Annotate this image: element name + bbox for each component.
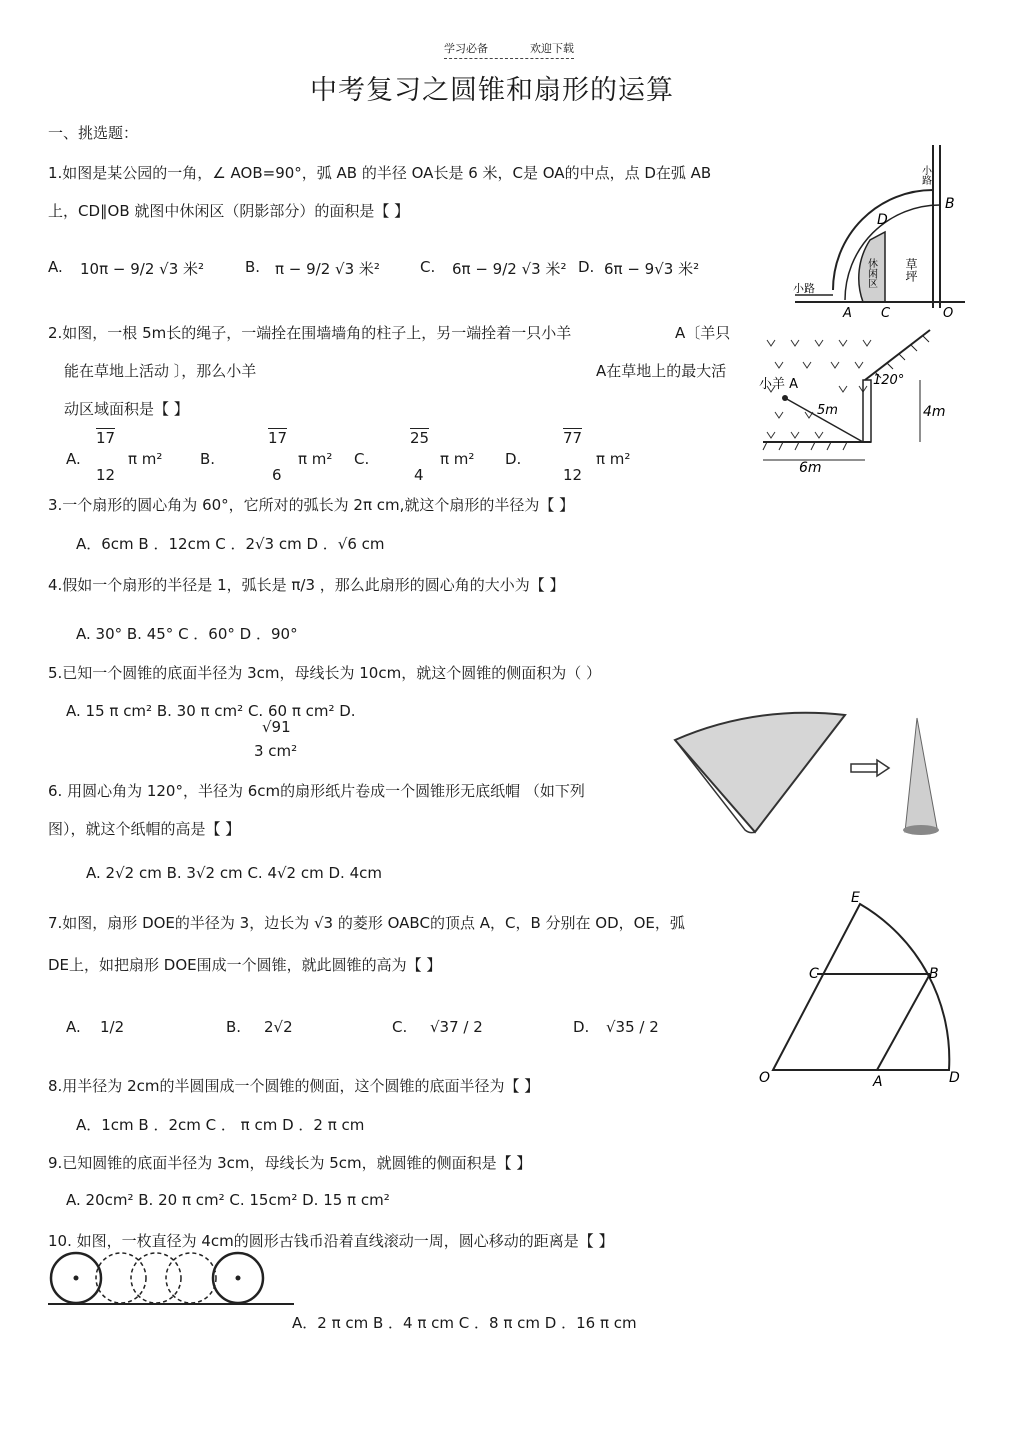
q2-fig-rope: 5m xyxy=(817,403,838,418)
q1-line1: 1.如图是某公园的一角，∠ AOB=90°，弧 AB 的半径 OA长是 6 米，C是 OA的中点，点 D在弧 AB xyxy=(48,164,712,182)
q1-fig-label-c: C xyxy=(881,306,891,320)
q4-text: 4.假如一个扇形的半径是 1，弧长是 π/3 ，那么此扇形的圆心角的大小为【 】 xyxy=(48,576,565,594)
q6-line1: 6. 用圆心角为 120°，半径为 6cm的扇形纸片卷成一个圆锥形无底纸帽 （如下列 xyxy=(48,782,585,800)
page-title: 中考复习之圆锥和扇形的运算 xyxy=(310,75,674,106)
q2-option-d-label: D. xyxy=(505,450,522,468)
q7-fig-label-e: E xyxy=(851,890,860,906)
q2-option-b-num: 17 xyxy=(268,429,288,447)
header-left: 学习必备 xyxy=(444,42,488,55)
q7-option-a: 1/2 xyxy=(100,1018,125,1036)
q9-text: 9.已知圆锥的底面半径为 3cm，母线长为 5cm，就圆锥的侧面积是【 】 xyxy=(48,1154,532,1172)
q7-fig-label-b: B xyxy=(929,966,939,982)
header-right: 欢迎下载 xyxy=(530,42,574,55)
q2-line2b: A在草地上的最大活 xyxy=(596,362,727,380)
q1-fig-grass: 草坪 xyxy=(904,258,918,282)
q5-option-d-unit: 3 cm² xyxy=(254,742,298,760)
q2-goat-figure xyxy=(755,320,955,478)
q5-options: A. 15 π cm² B. 30 π cm² C. 60 π cm² D. xyxy=(66,702,356,720)
q7-option-d-label: D. xyxy=(573,1018,590,1036)
q2-option-a-num: 17 xyxy=(96,429,116,447)
q7-line2: DE上，如把扇形 DOE围成一个圆锥，就此圆锥的高为【 】 xyxy=(48,956,442,974)
q7-option-c: √37 / 2 xyxy=(430,1018,483,1036)
q1-park-figure xyxy=(785,140,975,320)
header-divider xyxy=(444,58,574,59)
q7-fig-label-a: A xyxy=(873,1074,883,1090)
q3-text: 3.一个扇形的圆心角为 60°，它所对的弧长为 2π cm,就这个扇形的半径为【 】 xyxy=(48,496,575,514)
q2-fig-goat: 小羊 A xyxy=(759,377,799,392)
q7-line1: 7.如图，扇形 DOE的半径为 3，边长为 √3 的菱形 OABC的顶点 A，C，B 分别在 OD，OE，弧 xyxy=(48,914,685,932)
q1-option-a-label: A. xyxy=(48,258,63,276)
q1-fig-label-b: B xyxy=(945,196,955,212)
q2-option-c-unit: π m² xyxy=(440,450,475,468)
q2-option-b-unit: π m² xyxy=(298,450,333,468)
q2-option-d-den: 12 xyxy=(563,466,583,484)
q2-line1b: A〔羊只 xyxy=(675,324,731,342)
q2-option-a-label: A. xyxy=(66,450,81,468)
q6-cone-figure xyxy=(665,700,965,850)
q2-fig-width: 6m xyxy=(799,460,822,476)
q5-option-d-root: √91 xyxy=(262,718,291,736)
q1-option-c-label: C. xyxy=(420,258,436,276)
q2-fig-height: 4m xyxy=(923,404,946,420)
q2-option-b-label: B. xyxy=(200,450,216,468)
q10-options: A．2 π cm B ．4 π cm C ．8 π cm D ．16 π cm xyxy=(292,1314,637,1332)
q8-text: 8.用半径为 2cm的半圆围成一个圆锥的侧面，这个圆锥的底面半径为【 】 xyxy=(48,1077,540,1095)
q8-options: A．1cm B ．2cm C ． π cm D ．2 π cm xyxy=(76,1116,365,1134)
q1-option-a: 10π − 9/2 √3 米² xyxy=(80,260,205,278)
q3-options: A．6cm B ．12cm C ．2√3 cm D ．√6 cm xyxy=(76,535,385,553)
q1-fig-label-d: D xyxy=(877,212,888,228)
q2-option-a-den: 12 xyxy=(96,466,116,484)
q6-line2: 图），就这个纸帽的高是【 】 xyxy=(48,820,241,838)
q6-options: A. 2√2 cm B. 3√2 cm C. 4√2 cm D. 4cm xyxy=(86,864,382,882)
q10-coin-figure xyxy=(46,1250,296,1308)
q7-fig-label-d: D xyxy=(949,1070,960,1086)
q2-option-a-unit: π m² xyxy=(128,450,163,468)
q1-option-b: π − 9/2 √3 米² xyxy=(275,260,380,278)
q1-option-c: 6π − 9/2 √3 米² xyxy=(452,260,567,278)
q1-fig-rest-area: 休闲区 xyxy=(865,258,877,288)
q7-option-b: 2√2 xyxy=(264,1018,293,1036)
q2-line3: 动区域面积是【 】 xyxy=(64,400,189,418)
q5-text: 5.已知一个圆锥的底面半径为 3cm，母线长为 10cm，就这个圆锥的侧面积为（ ） xyxy=(48,664,601,682)
q7-fig-label-o: O xyxy=(759,1070,771,1086)
q2-option-c-den: 4 xyxy=(414,466,424,484)
q7-option-a-label: A. xyxy=(66,1018,81,1036)
q10-text: 10. 如图，一枚直径为 4cm的圆形古钱币沿着直线滚动一周，圆心移动的距离是【 】 xyxy=(48,1232,614,1250)
q1-option-b-label: B. xyxy=(245,258,261,276)
q4-options: A. 30° B. 45° C ．60° D ．90° xyxy=(76,625,298,643)
q7-fig-label-c: C xyxy=(809,966,819,982)
q1-fig-road-top: 小路 xyxy=(919,165,931,185)
q2-fig-angle: 120° xyxy=(873,373,905,388)
q7-option-b-label: B. xyxy=(226,1018,242,1036)
section-heading: 一、挑选题： xyxy=(48,124,139,142)
q7-option-d: √35 / 2 xyxy=(606,1018,659,1036)
q2-line1: 2.如图，一根 5m长的绳子，一端拴在围墙墙角的柱子上，另一端拴着一只小羊 xyxy=(48,324,572,342)
q2-option-d-num: 77 xyxy=(563,429,583,447)
q1-option-d-label: D. xyxy=(578,258,595,276)
q7-option-c-label: C. xyxy=(392,1018,408,1036)
q2-option-d-unit: π m² xyxy=(596,450,631,468)
q1-fig-label-o: O xyxy=(943,306,954,320)
q1-line2: 上，CD∥OB 就图中休闲区（阴影部分）的面积是【 】 xyxy=(48,202,410,220)
q9-options: A. 20cm² B. 20 π cm² C. 15cm² D. 15 π cm² xyxy=(66,1191,390,1209)
q1-option-d: 6π − 9√3 米² xyxy=(604,260,700,278)
q2-line2: 能在草地上活动 〕，那么小羊 xyxy=(64,362,257,380)
q7-sector-figure xyxy=(755,888,970,1093)
q2-option-c-num: 25 xyxy=(410,429,430,447)
q2-option-b-den: 6 xyxy=(272,466,282,484)
q1-fig-label-a: A xyxy=(843,306,852,320)
q2-option-c-label: C. xyxy=(354,450,370,468)
q1-fig-road-left: 小路 xyxy=(793,282,815,295)
